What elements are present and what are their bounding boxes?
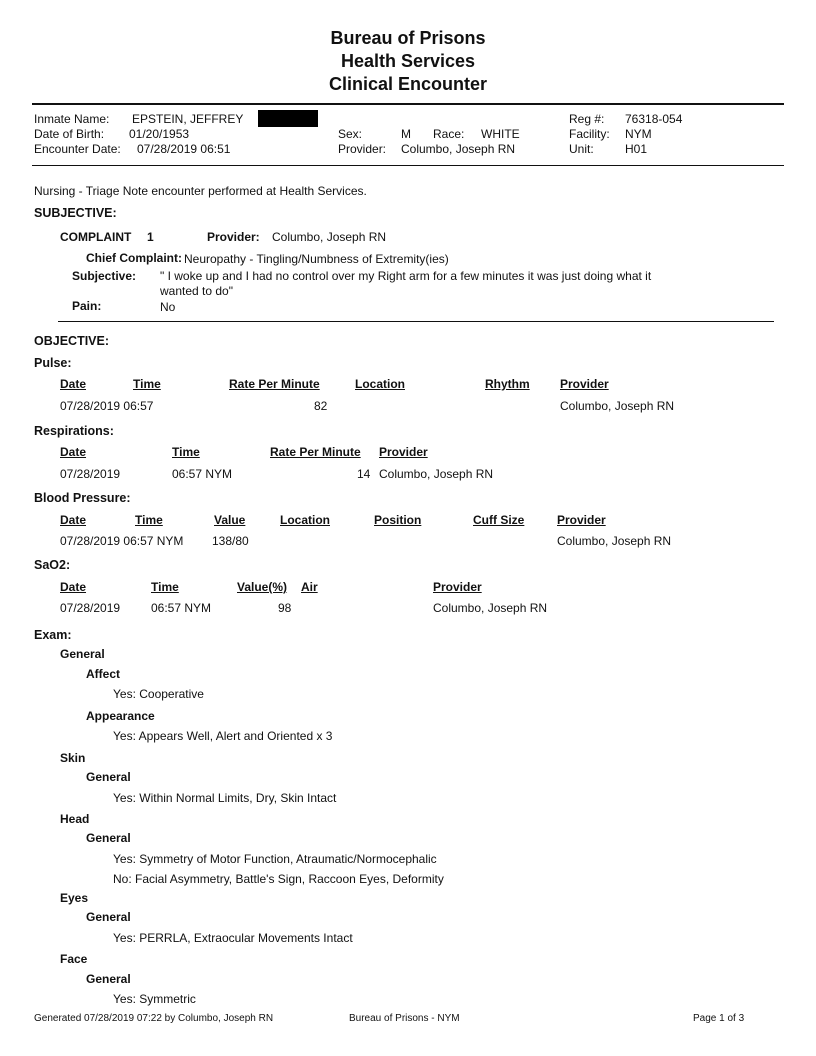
dob-label: Date of Birth:: [34, 127, 105, 141]
exam-appearance: Appearance: [86, 709, 155, 723]
patient-rule: [32, 165, 784, 166]
pulse-provider: Columbo, Joseph RN: [560, 399, 675, 413]
chief-complaint: Neuropathy - Tingling/Numbness of Extremity(ies): [184, 252, 449, 266]
resp-time: 06:57 NYM: [172, 467, 233, 481]
resp-col-time: Time: [172, 445, 200, 459]
encounter-note: Nursing - Triage Note encounter performed at Health Services.: [34, 184, 367, 198]
sao2-col-provider: Provider: [433, 580, 482, 594]
sao2-col-value: Value(%): [237, 580, 288, 594]
exam-affect: Affect: [86, 667, 121, 681]
sao2-date: 07/28/2019: [60, 601, 121, 615]
exam-eyes-general: General: [86, 910, 131, 924]
bp-col-provider: Provider: [557, 513, 606, 527]
resp-col-provider: Provider: [379, 445, 428, 459]
doc-title-line-3: Clinical Encounter: [328, 74, 488, 94]
resp-col-date: Date: [60, 445, 87, 459]
exam-head-general: General: [86, 831, 131, 845]
pain-value: No: [160, 300, 176, 314]
pulse-col-location: Location: [355, 377, 405, 391]
exam-skin-general: General: [86, 770, 131, 784]
subjective-heading: SUBJECTIVE:: [34, 206, 117, 220]
inmate-name: EPSTEIN, JEFFREY: [132, 112, 244, 126]
bp-col-value: Value: [214, 513, 246, 527]
exam-affect-yes: Yes: Cooperative: [113, 687, 204, 701]
complaint-label: COMPLAINT: [60, 230, 132, 244]
encounter-date-label: Encounter Date:: [34, 142, 121, 156]
race-value: WHITE: [481, 127, 520, 141]
resp-date: 07/28/2019: [60, 467, 121, 481]
respirations-heading: Respirations:: [34, 424, 114, 438]
subjective-label: Subjective:: [72, 269, 137, 283]
encounter-date: 07/28/2019 06:51: [137, 142, 231, 156]
resp-col-rate: Rate Per Minute: [270, 445, 361, 459]
doc-title-line-2: Health Services: [340, 51, 476, 71]
pulse-col-time: Time: [133, 377, 161, 391]
exam-face: Face: [60, 952, 88, 966]
exam-skin-yes: Yes: Within Normal Limits, Dry, Skin Intact: [113, 791, 337, 805]
facility-value: NYM: [625, 127, 652, 141]
exam-face-general: General: [86, 972, 131, 986]
reg-value: 76318-054: [625, 112, 683, 126]
facility-label: Facility:: [569, 127, 610, 141]
exam-eyes-yes: Yes: PERRLA, Extraocular Movements Intact: [113, 931, 353, 945]
sex-label: Sex:: [338, 127, 363, 141]
dob-value: 01/20/1953: [129, 127, 190, 141]
bp-col-cuff-size: Cuff Size: [473, 513, 525, 527]
subjective-rule: [58, 321, 774, 322]
footer-page-number: Page 1 of 3: [693, 1013, 745, 1024]
doc-title-line-1: Bureau of Prisons: [330, 28, 486, 48]
exam-heading: Exam:: [34, 628, 72, 642]
pulse-col-provider: Provider: [560, 377, 609, 391]
bp-col-date: Date: [60, 513, 87, 527]
pulse-col-rate: Rate Per Minute: [229, 377, 320, 391]
bp-date-time: 07/28/2019 06:57 NYM: [60, 534, 184, 548]
provider-label: Provider:: [338, 142, 387, 156]
sao2-value: 98: [278, 601, 292, 615]
resp-provider: Columbo, Joseph RN: [379, 467, 494, 481]
sao2-col-date: Date: [60, 580, 87, 594]
bp-heading: Blood Pressure:: [34, 491, 131, 505]
sao2-time: 06:57 NYM: [151, 601, 212, 615]
exam-head-yes: Yes: Symmetry of Motor Function, Atraumatic/Normocephalic: [113, 852, 437, 866]
exam-face-yes: Yes: Symmetric: [113, 992, 196, 1006]
complaint-number: 1: [147, 230, 154, 244]
resp-rate: 14: [357, 467, 371, 481]
bp-value: 138/80: [212, 534, 249, 548]
bp-col-time: Time: [135, 513, 163, 527]
footer-generated: Generated 07/28/2019 07:22 by Columbo, Joseph RN: [34, 1013, 274, 1024]
redaction-box: [258, 110, 318, 127]
provider-value: Columbo, Joseph RN: [401, 142, 516, 156]
pulse-col-date: Date: [60, 377, 87, 391]
sao2-provider: Columbo, Joseph RN: [433, 601, 548, 615]
sex-value: M: [401, 127, 411, 141]
exam-appearance-yes: Yes: Appears Well, Alert and Oriented x 3: [113, 729, 333, 743]
objective-heading: OBJECTIVE:: [34, 334, 110, 348]
complaint-provider: Columbo, Joseph RN: [272, 230, 387, 244]
complaint-provider-label: Provider:: [207, 230, 260, 244]
sao2-col-time: Time: [151, 580, 179, 594]
exam-head-no: No: Facial Asymmetry, Battle's Sign, Raccoon Eyes, Deformity: [113, 872, 444, 886]
unit-value: H01: [625, 142, 648, 156]
bp-provider: Columbo, Joseph RN: [557, 534, 672, 548]
exam-skin: Skin: [60, 751, 86, 765]
subjective-text-line-2: wanted to do": [160, 284, 233, 298]
sao2-heading: SaO2:: [34, 558, 71, 572]
footer-center: Bureau of Prisons - NYM: [349, 1013, 460, 1024]
chief-complaint-label: Chief Complaint:: [86, 251, 182, 265]
exam-general: General: [60, 647, 105, 661]
subjective-text-line-1: " I woke up and I had no control over my Right arm for a few minutes it was just doing what it: [160, 269, 652, 283]
race-label: Race:: [433, 127, 465, 141]
pulse-date-time: 07/28/2019 06:57: [60, 399, 154, 413]
exam-eyes: Eyes: [60, 891, 89, 905]
pain-label: Pain:: [72, 299, 102, 313]
sao2-col-air: Air: [301, 580, 318, 594]
reg-label: Reg #:: [569, 112, 605, 126]
pulse-heading: Pulse:: [34, 356, 72, 370]
unit-label: Unit:: [569, 142, 594, 156]
inmate-name-label: Inmate Name:: [34, 112, 110, 126]
pulse-col-rhythm: Rhythm: [485, 377, 530, 391]
pulse-rate: 82: [314, 399, 328, 413]
bp-col-location: Location: [280, 513, 330, 527]
header-rule: [32, 103, 784, 105]
exam-head: Head: [60, 812, 90, 826]
bp-col-position: Position: [374, 513, 422, 527]
